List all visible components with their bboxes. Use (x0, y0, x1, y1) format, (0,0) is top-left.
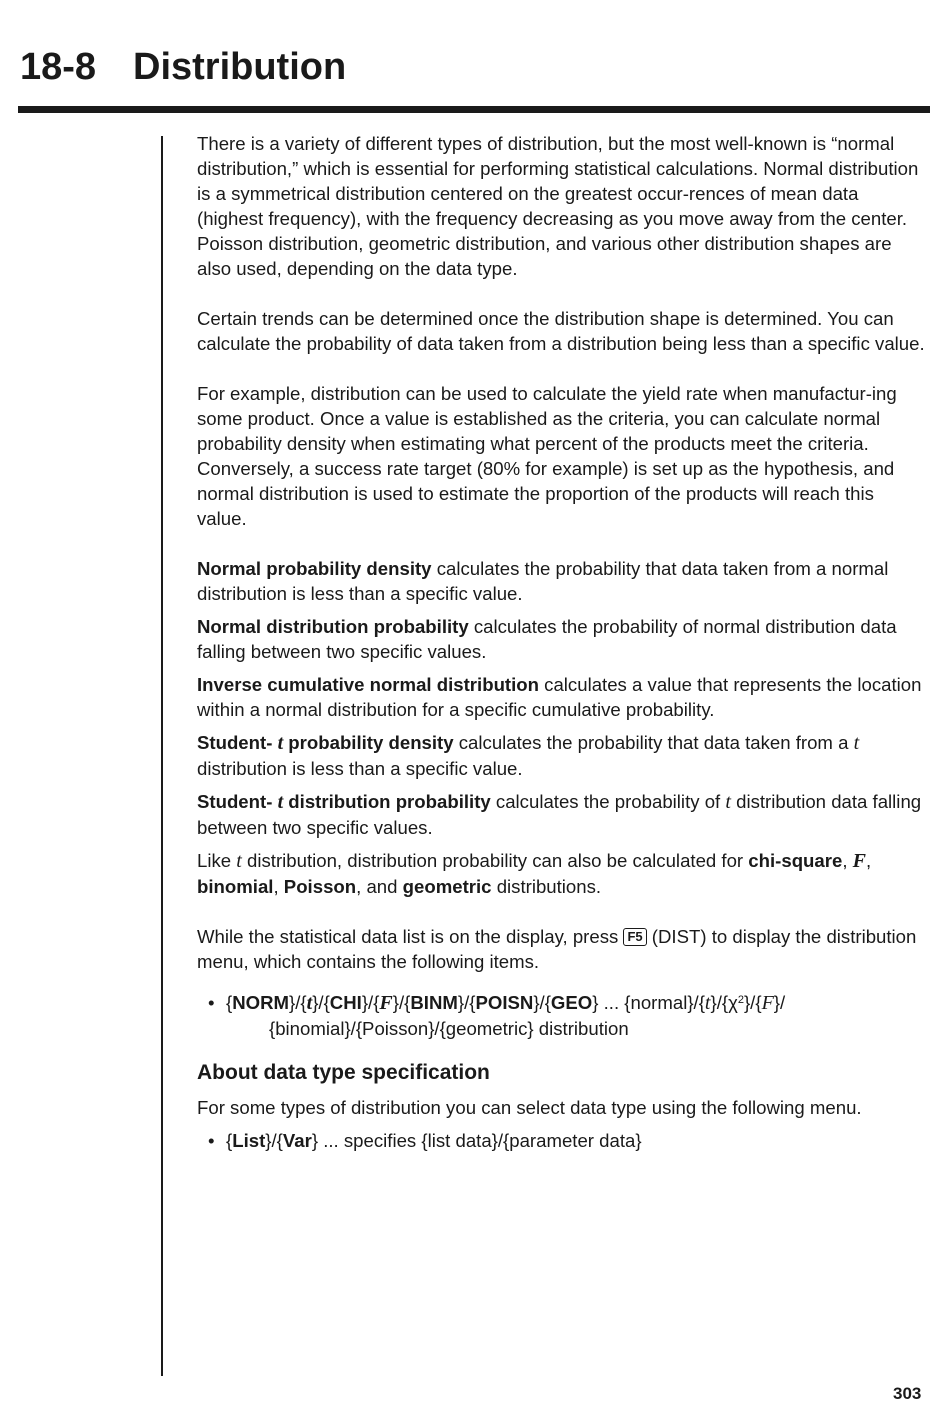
other-distributions-note (197, 848, 927, 899)
definition-text: calculates the probability that data taken from a (453, 732, 854, 753)
term-part: Student- (197, 732, 278, 753)
definition-text: distribution is less than a specific value. (197, 758, 523, 779)
definition-text: calculates the probability of (490, 791, 726, 812)
menu-intro-paragraph (197, 924, 927, 974)
f5-key-icon: F5 (623, 928, 646, 946)
definition-text: calculates the probability of normal distribution data falling between two specific values. (197, 616, 897, 662)
menu-chi: CHI (329, 992, 362, 1013)
brace: }/{ (265, 1130, 283, 1151)
menu-t: t (306, 992, 313, 1014)
term-geometric: geometric (402, 876, 492, 897)
desc-f: F (761, 992, 774, 1014)
bullet-icon: • (208, 992, 215, 1013)
text: distribution, distribution probability can also be calculated for (241, 850, 749, 871)
brace: }/ (773, 992, 786, 1013)
term-binomial: binomial (197, 876, 274, 897)
menu-norm: NORM (232, 992, 290, 1013)
data-type-menu-item (197, 1128, 927, 1153)
page-title (20, 46, 346, 89)
menu-list: List (232, 1130, 266, 1151)
term (197, 732, 454, 753)
brace: { (226, 992, 233, 1013)
definition-student-t-probability-density (197, 730, 927, 781)
term-poisson: Poisson (283, 876, 357, 897)
subsection-paragraph: For some types of distribution you can select data type using the following menu. (197, 1097, 862, 1118)
term-chi-square: chi-square (748, 850, 843, 871)
brace: }/{ (743, 992, 762, 1013)
menu-description: } ... specifies {list data}/{parameter data} (311, 1130, 642, 1151)
definition-student-t-distribution-probability (197, 789, 927, 840)
subsection-title: About data type specification (197, 1061, 490, 1084)
term-f: F (852, 850, 867, 872)
definition-text: calculates a value that represents the location within a normal distribution for a specific cumulative probability. (197, 674, 922, 720)
definition-normal-distribution-probability (197, 614, 927, 664)
bullet-icon: • (208, 1130, 215, 1151)
term-italic-t: t (277, 732, 284, 754)
menu-geo: GEO (550, 992, 593, 1013)
example-paragraph: For example, distribution can be used to calculate the yield rate when manufactur-ing some product. Once a value is established as the criteria, you can calculate normal probability density when estimating what percent of the products meet the criteria. Conversely, a success rate target (80% for example) is set up as the hypothesis, and normal distribution is used to estimate the proportion of the products will reach this value. (197, 383, 897, 529)
desc-chi: }/{χ (710, 992, 738, 1013)
desc-superscript: 2 (737, 994, 744, 1006)
separator: , (842, 850, 853, 871)
separator: , (273, 876, 284, 897)
brace: }/{ (289, 992, 307, 1013)
text: Like (197, 850, 237, 871)
term (197, 791, 491, 812)
text: (DIST) to display the distribution menu, which contains the following items. (197, 926, 917, 972)
brace: }/{ (312, 992, 330, 1013)
term-part: distribution probability (283, 791, 491, 812)
intro-paragraph: There is a variety of different types of distribution, but the most well-known is “normal distribution,” which is essential for performing statistical calculations. Normal distribution is a symmetrical distribution centered on the greatest occur-rences of mean data (highest frequency), with the frequency decreasing as you move away from the center. Poisson distribution, geometric distribution, and various other distribution shapes are also used, depending on the data type. (197, 133, 919, 279)
menu-poisn: POISN (475, 992, 534, 1013)
brace: }/{ (533, 992, 551, 1013)
brace: }/{ (361, 992, 380, 1013)
section-title: Distribution (133, 46, 347, 88)
definition-text: calculates the probability that data taken from a normal distribution is less than a specific value. (197, 558, 889, 604)
text: distributions. (491, 876, 602, 897)
menu-binm: BINM (410, 992, 458, 1013)
text: While the statistical data list is on the display, press (197, 926, 624, 947)
brace: }/{ (457, 992, 476, 1013)
brace: }/{ (392, 992, 411, 1013)
title-rule (18, 106, 930, 113)
menu-f: F (379, 992, 393, 1014)
menu-description: } ... {normal}/{ (592, 992, 705, 1013)
desc-t: t (704, 992, 711, 1014)
definition-normal-probability-density (197, 556, 927, 606)
italic-t: t (725, 791, 731, 813)
term: Normal distribution probability (197, 616, 469, 637)
term-part: probability density (283, 732, 454, 753)
italic-t: t (236, 850, 242, 872)
italic-t: t (853, 732, 860, 754)
margin-rule (161, 136, 163, 1376)
term: Inverse cumulative normal distribution (197, 674, 539, 695)
definition-text: distribution data falling between two specific values. (197, 791, 922, 838)
term: Normal probability density (197, 558, 432, 579)
trends-paragraph: Certain trends can be determined once the distribution shape is determined. You can calculate the probability of data taken from a distribution being less than a specific value. (197, 308, 925, 354)
separator: , and (356, 876, 403, 897)
body-content (197, 131, 927, 1153)
term-italic-t: t (277, 791, 284, 813)
separator: , (866, 850, 872, 871)
menu-description-line2: {binomial}/{Poisson}/{geometric} distribution (269, 1018, 629, 1039)
menu-var: Var (282, 1130, 312, 1151)
term-part: Student- (197, 791, 278, 812)
distribution-menu-item (197, 990, 927, 1041)
definition-inverse-cumulative-normal (197, 672, 927, 722)
section-number: 18-8 (20, 46, 97, 88)
page-number: 303 (893, 1384, 922, 1403)
brace: { (226, 1130, 233, 1151)
